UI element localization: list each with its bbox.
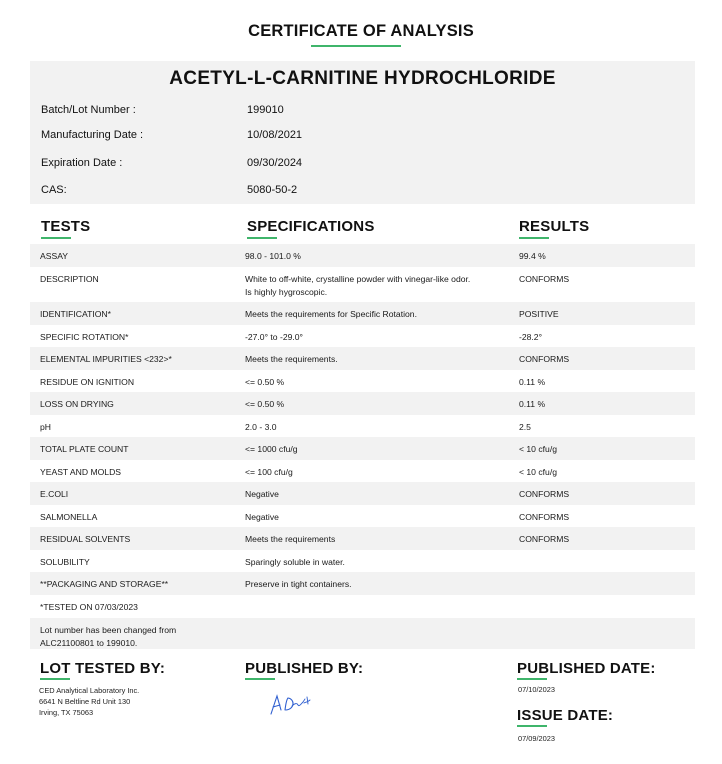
expiration-date-label: Expiration Date :	[41, 157, 123, 169]
test-specification: Meets the requirements for Specific Rotation.	[245, 309, 417, 319]
table-row	[30, 370, 695, 392]
handwritten-signature	[268, 690, 316, 718]
table-row	[30, 572, 695, 595]
table-row	[30, 618, 695, 649]
table-row	[30, 325, 695, 347]
table-row	[30, 244, 695, 267]
tests-header-underline	[41, 237, 71, 239]
issue-date-value: 07/09/2023	[518, 734, 555, 743]
test-specification: <= 1000 cfu/g	[245, 444, 298, 454]
batch-lot-value: 199010	[247, 104, 284, 116]
test-result: < 10 cfu/g	[519, 467, 557, 477]
expiration-date-value: 09/30/2024	[247, 157, 303, 169]
table-row	[30, 460, 695, 482]
results-header-underline	[519, 237, 549, 239]
test-name: LOSS ON DRYING	[40, 399, 114, 409]
test-name: DESCRIPTION	[40, 274, 99, 284]
test-specification: Meets the requirements.	[245, 354, 338, 364]
test-result: CONFORMS	[519, 489, 570, 499]
test-name: SOLUBILITY	[40, 557, 90, 567]
test-result: -28.2°	[519, 332, 543, 342]
manufacturing-date-value: 10/08/2021	[247, 129, 303, 141]
test-name: SPECIFIC ROTATION*	[40, 332, 129, 342]
test-name: ASSAY	[40, 251, 69, 261]
published-date-heading: PUBLISHED DATE:	[517, 660, 656, 677]
table-row	[30, 550, 695, 572]
test-result: CONFORMS	[519, 534, 570, 544]
cas-label: CAS:	[41, 184, 67, 196]
test-name: RESIDUE ON IGNITION	[40, 377, 135, 387]
table-row	[30, 302, 695, 325]
test-name: RESIDUAL SOLVENTS	[40, 534, 131, 544]
table-row	[30, 437, 695, 460]
test-specification: Negative	[245, 489, 279, 499]
lab-address	[39, 685, 139, 718]
test-name: TOTAL PLATE COUNT	[40, 444, 129, 454]
test-specification: Negative	[245, 512, 279, 522]
test-result: 99.4 %	[519, 251, 546, 261]
test-specification: <= 100 cfu/g	[245, 467, 293, 477]
specification-line: Is highly hygroscopic.	[245, 287, 328, 297]
lab-name: CED Analytical Laboratory Inc.	[39, 686, 140, 695]
test-name: YEAST AND MOLDS	[40, 467, 122, 477]
test-result: CONFORMS	[519, 512, 570, 522]
test-specification: <= 0.50 %	[245, 377, 285, 387]
test-result: < 10 cfu/g	[519, 444, 557, 454]
test-specification: -27.0° to -29.0°	[245, 332, 303, 342]
test-result: 2.5	[519, 422, 531, 432]
lot-tested-by-heading: LOT TESTED BY:	[40, 660, 166, 677]
specification-line: White to off-white, crystalline powder with vinegar-like odor.	[245, 274, 471, 284]
test-specification: 2.0 - 3.0	[245, 422, 277, 432]
test-specification: Meets the requirements	[245, 534, 336, 544]
product-info-box	[30, 61, 695, 204]
certificate-title: CERTIFICATE OF ANALYSIS	[248, 22, 474, 40]
published-date-underline	[517, 678, 547, 680]
test-result: 0.11 %	[519, 399, 546, 409]
table-row	[30, 482, 695, 505]
table-row	[30, 505, 695, 527]
test-specification: Preserve in tight containers.	[245, 579, 352, 589]
test-name: SALMONELLA	[40, 512, 98, 522]
test-specification: 98.0 - 101.0 %	[245, 251, 301, 261]
lab-address-line: 6641 N Beltline Rd Unit 130	[39, 697, 131, 706]
lot-tested-by-underline	[40, 678, 70, 680]
test-name: **PACKAGING AND STORAGE**	[40, 579, 169, 589]
test-specification: Sparingly soluble in water.	[245, 557, 345, 567]
cas-value: 5080-50-2	[247, 184, 298, 196]
published-by-underline	[245, 678, 275, 680]
test-result: 0.11 %	[519, 377, 546, 387]
title-underline	[311, 45, 401, 47]
note-line: Lot number has been changed from	[40, 625, 177, 635]
issue-date-underline	[517, 725, 547, 727]
product-name: ACETYL-L-CARNITINE HYDROCHLORIDE	[169, 68, 556, 89]
published-by-heading: PUBLISHED BY:	[245, 660, 364, 677]
test-name: pH	[40, 422, 51, 432]
test-name: E.COLI	[40, 489, 69, 499]
specifications-header-underline	[247, 237, 277, 239]
note-line: ALC21100801 to 199010.	[40, 638, 138, 648]
test-name: ELEMENTAL IMPURITIES <232>*	[40, 354, 172, 364]
batch-lot-label: Batch/Lot Number :	[41, 104, 136, 116]
test-note: *TESTED ON 07/03/2023	[40, 602, 138, 612]
published-date-value: 07/10/2023	[518, 685, 555, 694]
table-row	[30, 392, 695, 415]
table-row	[30, 527, 695, 550]
test-result: CONFORMS	[519, 274, 570, 284]
table-row	[30, 267, 695, 302]
test-result: CONFORMS	[519, 354, 570, 364]
test-specification	[245, 273, 495, 299]
lab-address-line: Irving, TX 75063	[39, 708, 94, 717]
tests-column-header: TESTS	[41, 218, 91, 235]
table-row	[30, 415, 695, 437]
issue-date-heading: ISSUE DATE:	[517, 707, 614, 724]
results-column-header: RESULTS	[519, 218, 590, 235]
lot-change-note	[40, 624, 176, 650]
test-specification: <= 0.50 %	[245, 399, 285, 409]
manufacturing-date-label: Manufacturing Date :	[41, 129, 144, 141]
test-result: POSITIVE	[519, 309, 559, 319]
test-name: IDENTIFICATION*	[40, 309, 111, 319]
table-row	[30, 347, 695, 370]
table-row	[30, 595, 695, 618]
specifications-column-header: SPECIFICATIONS	[247, 218, 375, 235]
